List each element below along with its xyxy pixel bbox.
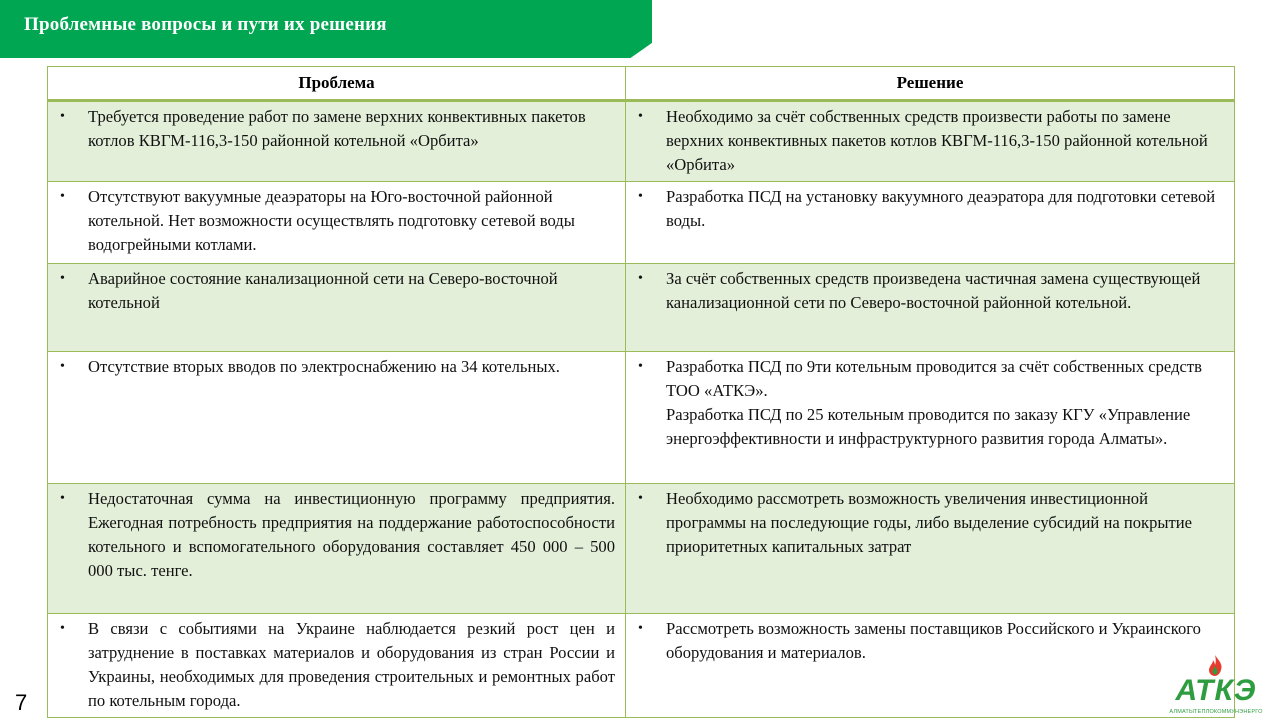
table-row: [48, 352, 1235, 484]
solution-text: Рассмотреть возможность замены поставщиков Российского и Украинского оборудования и материалов.: [666, 619, 1201, 662]
bullet: •: [638, 621, 643, 636]
bullet: •: [638, 359, 643, 374]
problem-text: Требуется проведение работ по замене верхних конвективных пакетов котлов КВГМ-116,3-150 районной котельной «Орбита»: [88, 107, 586, 150]
bullet: •: [60, 359, 65, 374]
solution-text-line-1: Разработка ПСД по 9ти котельным проводится за счёт собственных средств ТОО «АТКЭ».: [666, 357, 1202, 400]
table-row: [48, 264, 1235, 352]
problem-cell: [48, 484, 626, 614]
table-row: [48, 182, 1235, 264]
bullet: •: [60, 109, 65, 124]
bullet: •: [638, 271, 643, 286]
problem-cell: [48, 614, 626, 718]
solution-text: Необходимо рассмотреть возможность увеличения инвестиционной программы на последующие годы, либо выделение субсидий на покрытие приоритетных капитальных затрат: [666, 489, 1193, 556]
problems-table: [47, 66, 1235, 718]
page-number: 7: [15, 690, 28, 715]
logo-subtitle: АЛМАТЫТЕПЛОКОММУНЭНЕРГО: [1169, 709, 1263, 715]
column-header-problem: Проблема: [48, 67, 626, 101]
problem-cell: [48, 264, 626, 352]
column-header-solution: Решение: [626, 67, 1235, 101]
bullet: •: [638, 189, 643, 204]
solution-text: Необходимо за счёт собственных средств произвести работы по замене верхних конвективных пакетов котлов КВГМ-116,3-150 районной котельной «Орбита»: [666, 107, 1208, 174]
bullet: •: [60, 271, 65, 286]
solution-cell: [626, 352, 1235, 484]
problem-text: Аварийное состояние канализационной сети на Северо-восточной котельной: [88, 269, 558, 312]
solution-text: За счёт собственных средств произведена частичная замена существующей канализационной сети по Северо-восточной районной котельной.: [666, 269, 1201, 312]
bullet: •: [60, 621, 65, 636]
problem-text: Недостаточная сумма на инвестиционную программу предприятия. Ежегодная потребность предприятия на поддержание работоспособности котельного и вспомогательного оборудования составляет 450 000 – 500 000 тыс. тенге.: [88, 489, 615, 580]
problem-text: В связи с событиями на Украине наблюдается резкий рост цен и затруднение в поставках материалов и оборудования из стран России и Украины, необходимых для проведения строительных и ремонтных работ по котельным города.: [88, 619, 615, 710]
problem-cell: [48, 352, 626, 484]
solution-cell: [626, 484, 1235, 614]
solution-text-line-2: Разработка ПСД по 25 котельным проводится по заказу КГУ «Управление энергоэффективности и инфраструктурного развития города Алматы».: [666, 405, 1191, 448]
problem-text: Отсутствуют вакуумные деаэраторы на Юго-восточной районной котельной. Нет возможности осуществлять подготовку сетевой воды водогрейными котлами.: [88, 187, 575, 254]
table-row: [48, 614, 1235, 718]
problem-text: Отсутствие вторых вводов по электроснабжению на 34 котельных.: [88, 357, 560, 376]
bullet: •: [60, 491, 65, 506]
problem-cell: [48, 182, 626, 264]
company-logo: [1155, 652, 1277, 718]
logo-name: АТКЭ: [1175, 674, 1257, 707]
problem-cell: [48, 101, 626, 182]
bullet: •: [638, 491, 643, 506]
bullet: •: [60, 189, 65, 204]
page-title: Проблемные вопросы и пути их решения: [24, 14, 387, 35]
solution-cell: [626, 264, 1235, 352]
table-header-row: [48, 67, 1235, 101]
solution-cell: [626, 182, 1235, 264]
bullet: •: [638, 109, 643, 124]
table-row: [48, 484, 1235, 614]
solution-cell: [626, 614, 1235, 718]
solution-text: Разработка ПСД на установку вакуумного деаэратора для подготовки сетевой воды.: [666, 187, 1216, 230]
table-row: [48, 101, 1235, 182]
solution-cell: [626, 101, 1235, 182]
